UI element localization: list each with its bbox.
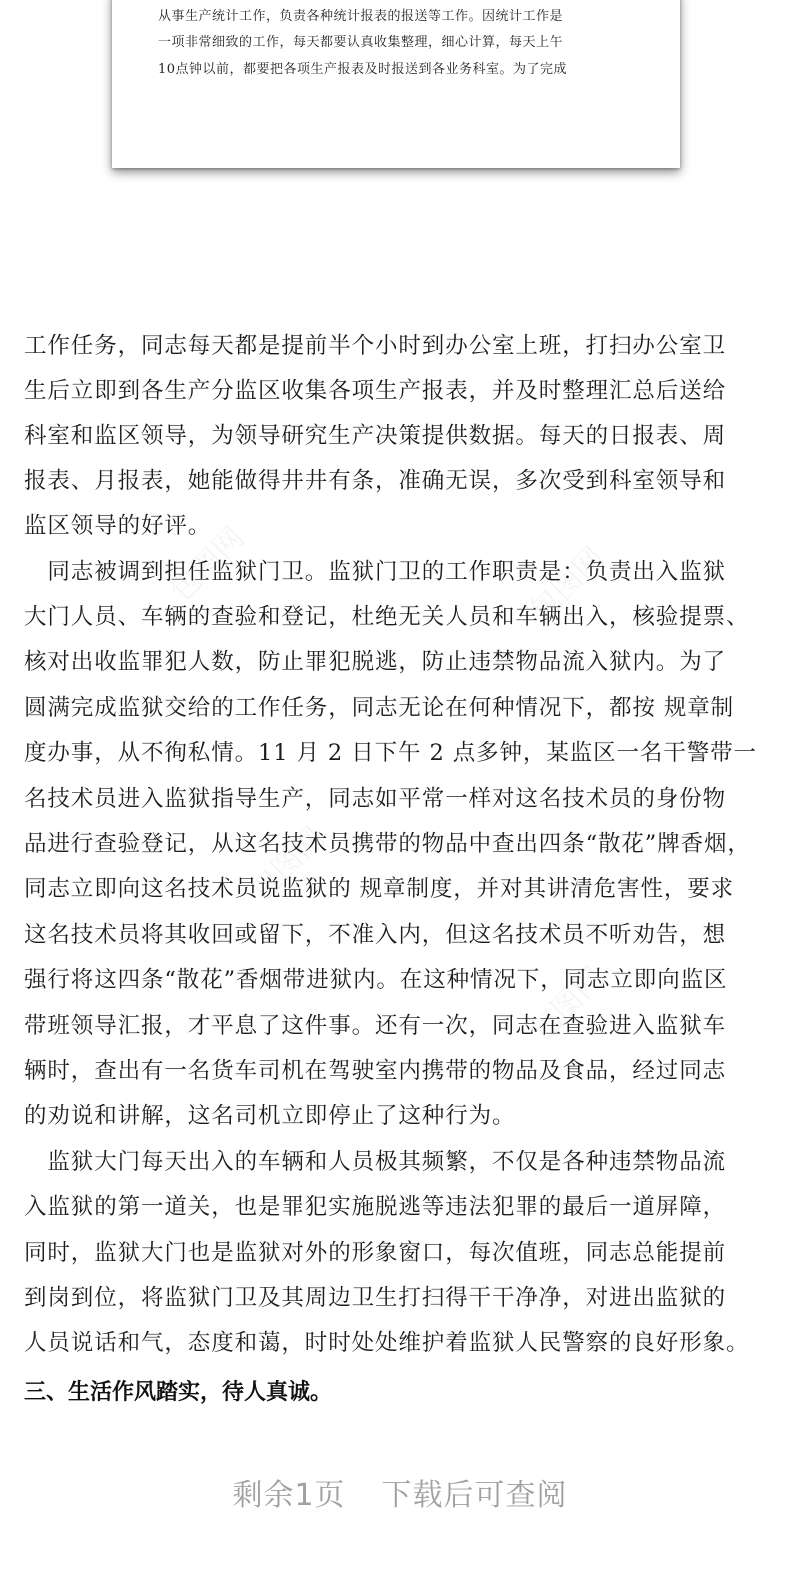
preview-line: 从事生产统计工作，负责各种统计报表的报送等工作。因统计工作是 [158, 9, 564, 24]
paragraph-line: 这名技术员将其收回或留下，不准入内，但这名技术员不听劝告，想 [24, 922, 727, 948]
paragraph-line: 监区领导的好评。 [24, 513, 212, 539]
paragraph-line: 同志被调到担任监狱门卫。监狱门卫的工作职责是：负责出入监狱 [24, 559, 727, 585]
download-prompt[interactable] [0, 1462, 800, 1522]
paragraph-line: 生后立即到各生产分监区收集各项生产报表，并及时整理汇总后送给 [24, 378, 727, 404]
paragraph-line: 大门人员、车辆的查验和登记，杜绝无关人员和车辆出入，核验提票、 [24, 604, 750, 630]
remaining-pages-label: 剩余1页 [232, 1478, 346, 1513]
paragraph-line: 核对出收监罪犯人数，防止罪犯脱逃，防止违禁物品流入狱内。为了 [24, 649, 727, 675]
paragraph-line: 度办事，从不徇私情。11 月 2 日下午 2 点多钟，某监区一名干警带一 [24, 740, 757, 766]
paragraph-line: 名技术员进入监狱指导生产，同志如平常一样对这名技术员的身份物 [24, 786, 727, 812]
paragraph-line: 带班领导汇报，才平息了这件事。还有一次，同志在查验进入监狱车 [24, 1013, 727, 1039]
download-to-read-link[interactable]: 下载后可查阅 [381, 1478, 568, 1513]
paragraph-line: 工作任务，同志每天都是提前半个小时到办公室上班，打扫办公室卫 [24, 333, 727, 359]
paragraph-line: 报表、月报表，她能做得井井有条，准确无误，多次受到科室领导和 [24, 468, 727, 494]
paragraph-line: 入监狱的第一道关，也是罪犯实施脱逃等违法犯罪的最后一道屏障， [24, 1194, 727, 1220]
paragraph-line: 圆满完成监狱交给的工作任务，同志无论在何种情况下，都按 规章制 [24, 695, 735, 721]
paragraph-line: 监狱大门每天出入的车辆和人员极其频繁，不仅是各种违禁物品流 [24, 1149, 727, 1175]
paragraph-line: 人员说话和气，态度和蔼，时时处处维护着监狱人民警察的良好形象。 [24, 1330, 750, 1356]
preview-card [112, 0, 680, 168]
paragraph-line: 品进行查验登记，从这名技术员携带的物品中查出四条“散花”牌香烟， [24, 831, 751, 857]
section-heading: 三、生活作风踏实，待人真诚。 [24, 1380, 333, 1405]
paragraph-line: 到岗到位，将监狱门卫及其周边卫生打扫得干干净净，对进出监狱的 [24, 1285, 727, 1311]
paragraph-line: 强行将这四条“散花”香烟带进狱内。在这种情况下，同志立即向监区 [24, 967, 728, 993]
paragraph-line: 辆时，查出有一名货车司机在驾驶室内携带的物品及食品，经过同志 [24, 1058, 727, 1084]
paragraph-line: 的劝说和讲解，这名司机立即停止了这种行为。 [24, 1103, 516, 1129]
preview-line: 一项非常细致的工作，每天都要认真收集整理，细心计算，每天上午 [158, 35, 564, 50]
preview-line: 10点钟以前，都要把各项生产报表及时报送到各业务科室。为了完成 [158, 62, 568, 77]
paragraph-line: 科室和监区领导，为领导研究生产决策提供数据。每天的日报表、周 [24, 423, 727, 449]
paragraph-line: 同志立即向这名技术员说监狱的 规章制度，并对其讲清危害性，要求 [24, 876, 735, 902]
paragraph-line: 同时，监狱大门也是监狱对外的形象窗口，每次值班，同志总能提前 [24, 1240, 727, 1266]
